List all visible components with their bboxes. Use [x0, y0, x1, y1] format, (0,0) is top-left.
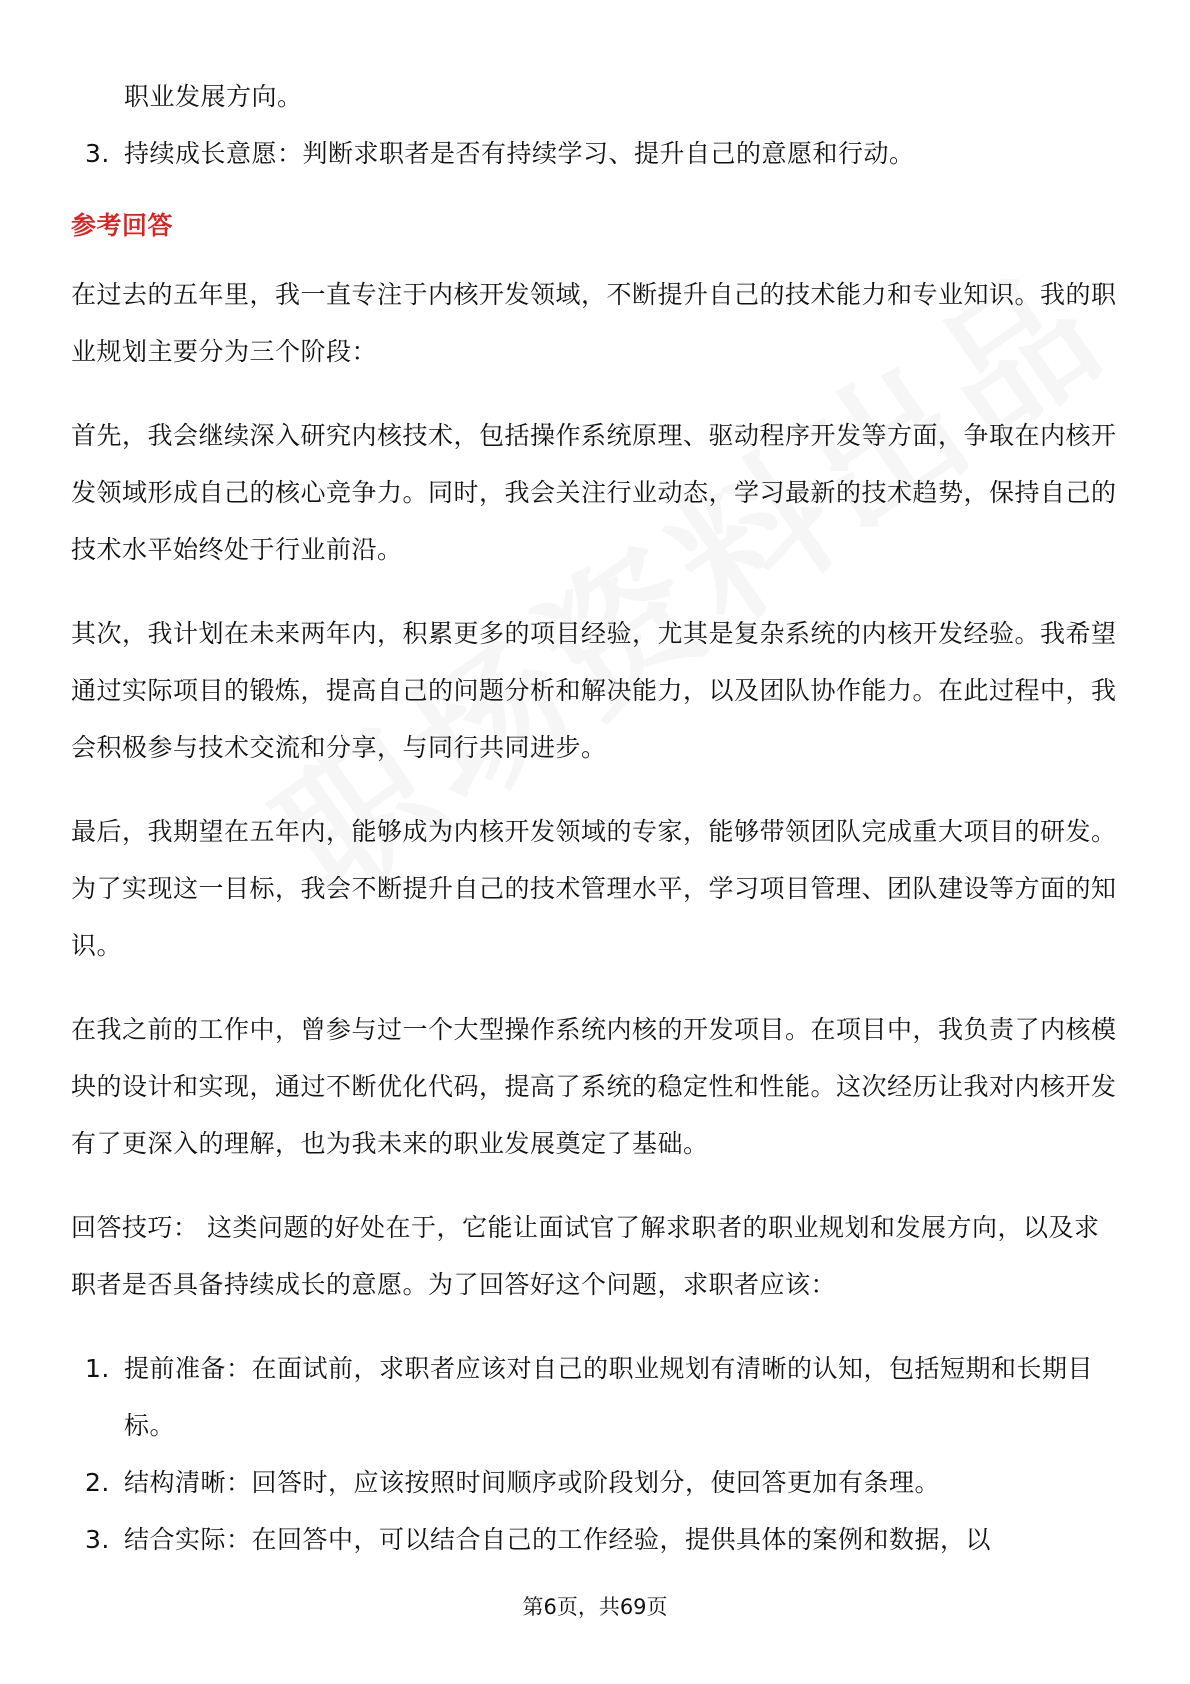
list-item-text: 提前准备：在面试前，求职者应该对自己的职业规划有清晰的认知，包括短期和长期目标。	[124, 1354, 1094, 1440]
answer-paragraph: 首先，我会继续深入研究内核技术，包括操作系统原理、驱动程序开发等方面，争取在内核开发领域形成自己的核心竞争力。同时，我会关注行业动态，学习最新的技术趋势，保持自己的技术水平始终处于行业前沿。	[71, 421, 1117, 564]
list-item	[71, 125, 1121, 182]
list-item-text: 持续成长意愿：判断求职者是否有持续学习、提升自己的意愿和行动。	[124, 139, 915, 168]
criteria-list	[71, 125, 1121, 182]
answer-paragraph: 其次，我计划在未来两年内，积累更多的项目经验，尤其是复杂系统的内核开发经验。我希望通过实际项目的锻炼，提高自己的问题分析和解决能力，以及团队协作能力。在此过程中，我会积极参与技术交流和分享，与同行共同进步。	[71, 619, 1117, 762]
list-number: 3.	[85, 1525, 110, 1554]
list-item	[71, 1454, 1121, 1511]
list-item-text: 结合实际：在回答中，可以结合自己的工作经验，提供具体的案例和数据，以	[124, 1525, 992, 1554]
list-number: 1.	[85, 1354, 110, 1383]
page-content	[71, 68, 1121, 1568]
continued-list-text: 职业发展方向。	[124, 82, 303, 111]
section-heading: 参考回答	[71, 211, 174, 240]
list-item	[71, 1511, 1121, 1568]
tips-list	[71, 1340, 1121, 1568]
list-item-text: 结构清晰：回答时，应该按照时间顺序或阶段划分，使回答更加有条理。	[124, 1468, 941, 1497]
answer-paragraph: 最后，我期望在五年内，能够成为内核开发领域的专家，能够带领团队完成重大项目的研发。为了实现这一目标，我会不断提升自己的技术管理水平，学习项目管理、团队建设等方面的知识。	[71, 817, 1117, 960]
list-item	[71, 1340, 1121, 1454]
list-number: 2.	[85, 1468, 110, 1497]
page-number-footer: 第6页，共69页	[522, 1595, 668, 1619]
answer-paragraph: 在我之前的工作中，曾参与过一个大型操作系统内核的开发项目。在项目中，我负责了内核模块的设计和实现，通过不断优化代码，提高了系统的稳定性和性能。这次经历让我对内核开发有了更深入的理解，也为我未来的职业发展奠定了基础。	[71, 1015, 1117, 1158]
list-number: 3.	[85, 139, 110, 168]
tips-intro-paragraph: 回答技巧： 这类问题的好处在于，它能让面试官了解求职者的职业规划和发展方向，以及求职者是否具备持续成长的意愿。为了回答好这个问题，求职者应该：	[71, 1213, 1100, 1299]
answer-paragraph: 在过去的五年里，我一直专注于内核开发领域，不断提升自己的技术能力和专业知识。我的职业规划主要分为三个阶段：	[71, 280, 1117, 366]
